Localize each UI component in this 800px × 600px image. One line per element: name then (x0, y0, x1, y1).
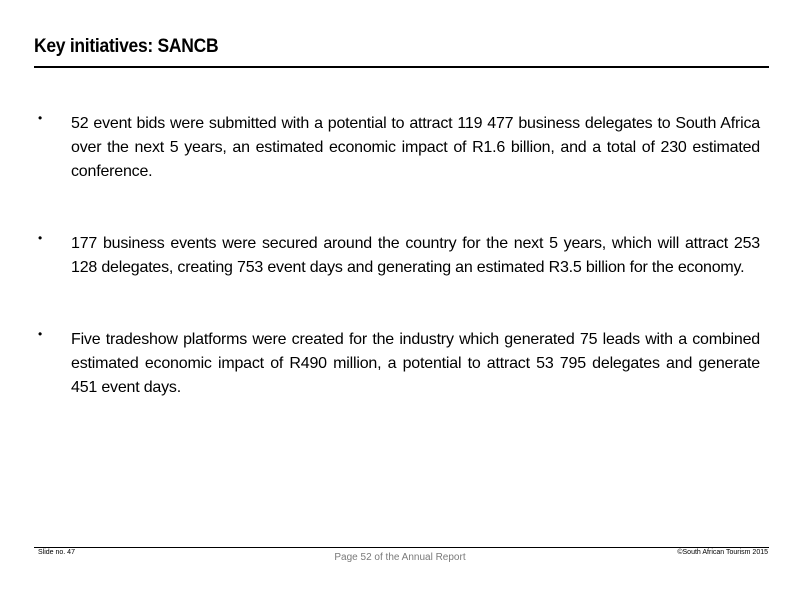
bullet-marker: • (38, 327, 43, 341)
bullet-text: 177 business events were secured around the country for the next 5 years, which will attract 253 128 delegates, creating 753 event days and generating an estimated R3.5 billion for the economy. (71, 235, 760, 276)
bullet-item (38, 232, 760, 280)
page-reference: Page 52 of the Annual Report (334, 552, 466, 563)
bullet-text: Five tradeshow platforms were created for the industry which generated 75 leads with a combined estimated economic impact of R490 million, a potential to attract 53 795 delegates and generate 451 event days. (71, 331, 760, 396)
bullet-text: 52 event bids were submitted with a potential to attract 119 477 business delegates to South Africa over the next 5 years, an estimated economic impact of R1.6 billion, and a total of 230 estimated conference. (71, 115, 760, 180)
bullet-list (38, 112, 760, 400)
bullet-marker: • (38, 111, 43, 125)
title-divider (34, 66, 769, 68)
bullet-item (38, 328, 760, 400)
slide-title: Key initiatives: SANCB (34, 36, 219, 57)
footer-divider (34, 547, 769, 548)
bullet-marker: • (38, 231, 43, 245)
bullet-item (38, 112, 760, 184)
slide-number: Slide no. 47 (38, 549, 75, 556)
copyright-notice: ©South African Tourism 2015 (677, 549, 768, 556)
